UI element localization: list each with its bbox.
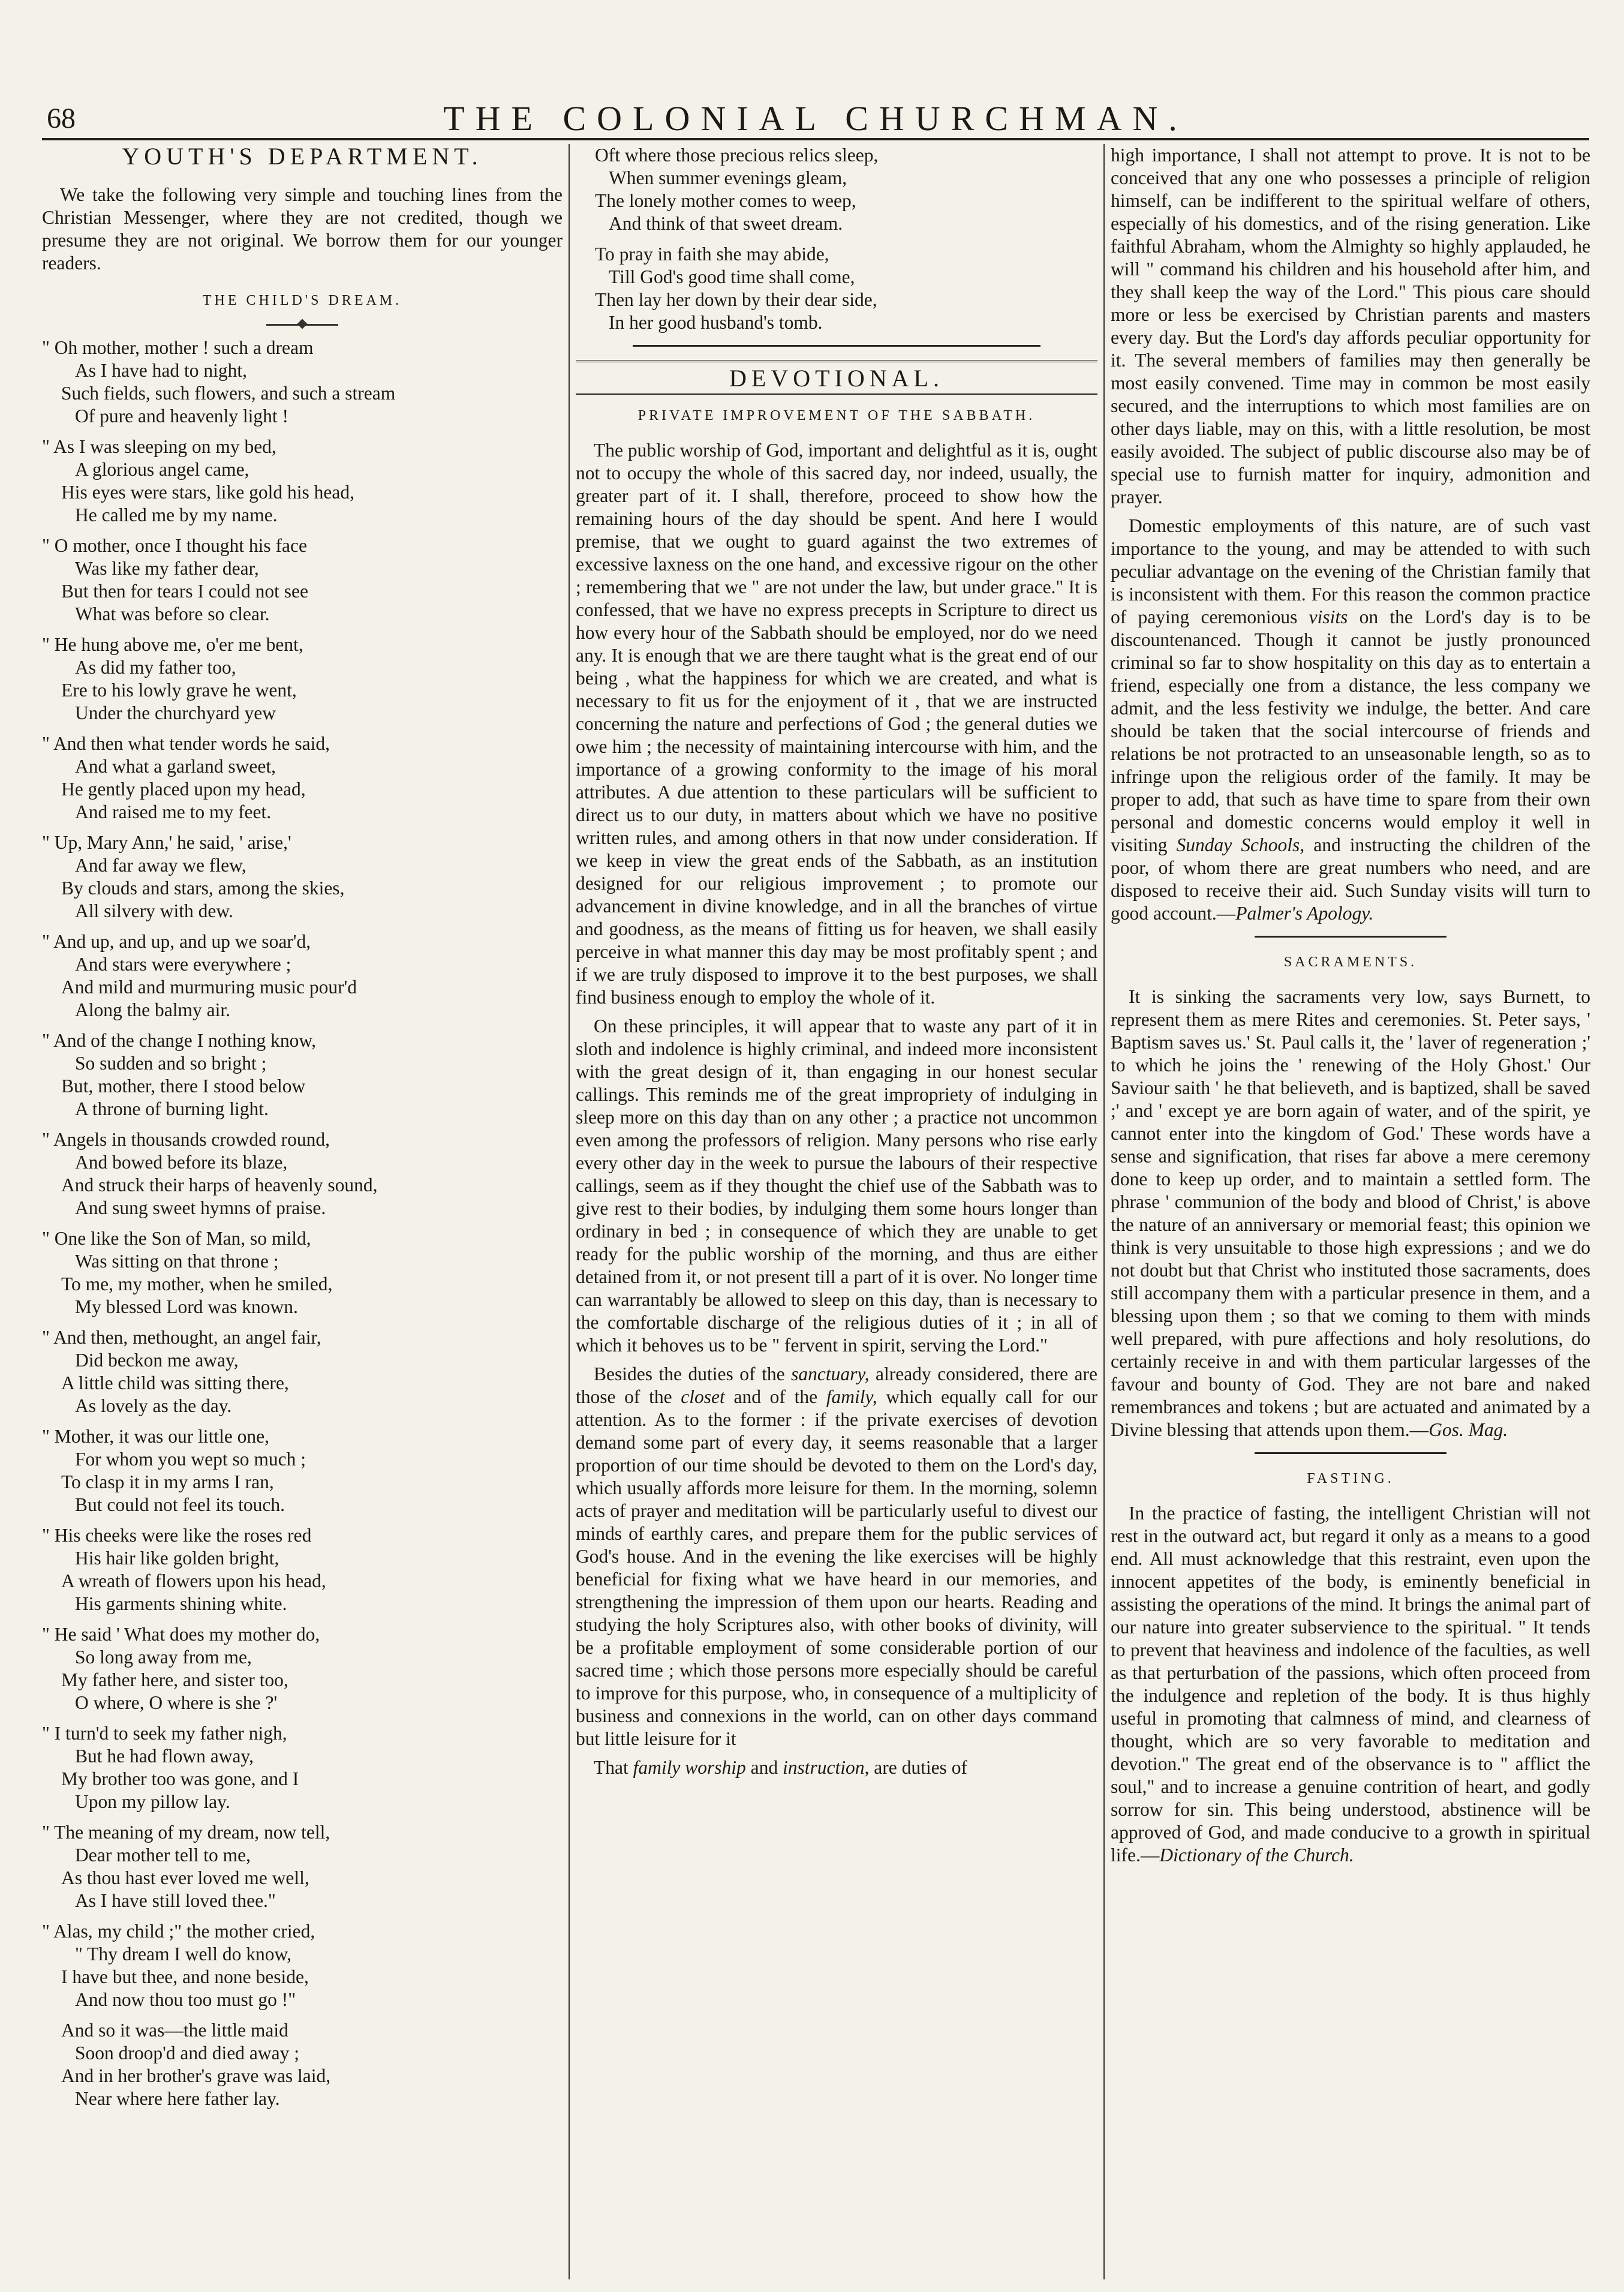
devotional-paragraph-3 (576, 1363, 1097, 1750)
poem-line: The lonely mother comes to weep, (595, 190, 856, 211)
poem-line: As thou hast ever loved me well, (61, 1867, 309, 1888)
emphasis: closet (681, 1386, 725, 1407)
poem-line: " Alas, my child ;" the mother cried, (42, 1921, 315, 1942)
poem-line: When summer evenings gleam, (609, 167, 847, 188)
text-run: In the practice of fasting, the intelligent Christian will not rest in the outward act, but regard it only as a means to a good end. All must acknowledge that this restraint, even upon the innocent appetites of the body, is eminently beneficial in assisting the operations of the mind. It brings the animal part of our nature into greater subservience to the spiritual. " It tends to prevent that heaviness and indolence of the faculties, as well as that perturbation of the passions, which often proceed from the indulgence and repletion of the body. It is thus highly useful in promoting that calmness of mind, and clearness of thought, which are so very favorable to meditation and devotion." The great end of the observance is to " afflict the soul," and to increase a genuine contrition of heart, and godly sorrow for sin. This being understood, abstinence will be approved of God, and made conducive to a growth in spiritual life.— (1111, 1503, 1590, 1866)
text-run: already considered, there are those of the (576, 1363, 1097, 1407)
poem-line: O where, O where is she ?' (75, 1692, 278, 1713)
text-run: and instructing the children of the poor, of whom there are great numbers who need, and are disposed to receive their aid. Such Sunday visits will turn to good account.— (1111, 834, 1590, 924)
source-citation: Palmer's Apology. (1235, 903, 1374, 924)
poem-stanza (42, 1821, 563, 1912)
youth-heading: YOUTH'S DEPARTMENT. (122, 144, 483, 170)
poem-line: So sudden and so bright ; (75, 1053, 267, 1074)
poem-line: " And then, methought, an angel fair, (42, 1327, 321, 1348)
poem-stanza (42, 1425, 563, 1516)
poem-line: To me, my mother, when he smiled, (61, 1273, 333, 1294)
poem-line: A wreath of flowers upon his head, (61, 1570, 326, 1591)
column-youth (42, 144, 563, 2279)
poem-line: And so it was—the little maid (61, 2020, 288, 2041)
poem-line: Along the balmy air. (75, 999, 230, 1020)
poem-line: " Oh mother, mother ! such a dream (42, 337, 314, 358)
poem-line: As lovely as the day. (75, 1395, 232, 1416)
poem-line: As did my father too, (75, 657, 236, 678)
poem-line: To clasp it in my arms I ran, (61, 1471, 274, 1492)
poem-line: And bowed before its blaze, (75, 1152, 288, 1173)
poem-line: By clouds and stars, among the skies, (61, 878, 345, 899)
devotional-subheading: PRIVATE IMPROVEMENT OF THE SABBATH. (637, 408, 1036, 423)
poem-line: Then lay her down by their dear side, (595, 289, 877, 310)
poem-stanza (42, 633, 563, 725)
poem-line: And raised me to my feet. (75, 801, 272, 822)
poem-line: " Thy dream I well do know, (75, 1943, 292, 1964)
devotional-paragraph-1: The public worship of God, important and delightful as it is, ought not to occupy the whole of this sacred day, nor indeed, usually, the greater part of it. I shall, therefore, proceed to show how the remaining hours of the day should be spent. And here I would premise, that we ought to guard against the two extremes of excessive laxness on the one hand, and excessive rigour on the other ; remembering that we " are not under the law, but under grace." It is confessed, that we have no express precepts in Scripture to direct us how every hour of the Sabbath should be employed, nor do we need any. It is enough that we are there taught what is the great end of our being , what the happiness for which we are created, and what is necessary to fit us for the enjoyment of it , that we are instructed concerning the nature and perfections of God ; the general duties we owe him ; the necessity of maintaining intercourse with him, and the importance of a growing conformity to the image of his moral attributes. A due attention to these particulars will be sufficient to direct us to our duty, in matters about which we have no positive written rules, and among others in that now under consideration. If we keep in view the great ends of the Sabbath, as an institution designed for our religious improvement ; to promote our advancement in divine knowledge, and in all the branches of virtue and goodness, as the means of fitting us for heaven, we shall easily perceive in what manner this day may be most profitably spent ; and if we are truly disposed to improve it to the best purposes, we shall find business enough to employ the whole of it. (576, 440, 1097, 1008)
poem-line: " He said ' What does my mother do, (42, 1624, 320, 1645)
devotional-heading-box (576, 360, 1097, 395)
column-right (1111, 144, 1590, 2279)
poem-stanza (42, 534, 563, 626)
poem-stanza (42, 1623, 563, 1714)
poem-line: Such fields, such flowers, and such a stream (61, 383, 396, 404)
poem-stanza (42, 337, 563, 428)
sacraments-heading: SACRAMENTS. (1283, 954, 1418, 970)
source-citation: Gos. Mag. (1428, 1419, 1508, 1440)
emphasis: sanctuary, (791, 1363, 870, 1384)
text-run: and (745, 1757, 783, 1778)
poem-stanza (42, 1524, 563, 1615)
column-rule-right (1103, 144, 1105, 2279)
poem-line: " His cheeks were like the roses red (42, 1525, 312, 1546)
poem-line: A glorious angel came, (75, 459, 249, 480)
column-devotional (576, 144, 1097, 2279)
poem-line: So long away from me, (75, 1647, 252, 1668)
poem-line: But then for tears I could not see (61, 581, 309, 602)
poem-line: Ere to his lowly grave he went, (61, 680, 297, 701)
poem-line: My father here, and sister too, (61, 1669, 288, 1690)
devotional-heading: DEVOTIONAL. (729, 365, 944, 392)
poem-line: Did beckon me away, (75, 1350, 239, 1371)
poem-stanza (42, 1227, 563, 1318)
poem-stanza (42, 831, 563, 923)
poem-continuation (576, 144, 1097, 334)
poem-line: And what a garland sweet, (75, 756, 276, 777)
poem-line: A little child was sitting there, (61, 1372, 289, 1393)
poem-line: As I have still loved thee." (75, 1890, 276, 1911)
poem-line: " Angels in thousands crowded round, (42, 1129, 330, 1150)
poem-line: My blessed Lord was known. (75, 1296, 298, 1317)
poem-stanza (42, 1722, 563, 1813)
poem-line: Till God's good time shall come, (609, 266, 855, 287)
poem-line: Soon droop'd and died away ; (75, 2042, 299, 2063)
poem-line: Dear mother tell to me, (75, 1845, 251, 1866)
poem-stanza (42, 2019, 563, 2110)
poem-title: THE CHILD'S DREAM. (202, 293, 402, 308)
column-rule-left (569, 144, 570, 2279)
poem-line: As I have had to night, (75, 360, 247, 381)
poem-line: And sung sweet hymns of praise. (75, 1197, 326, 1218)
poem-line: " The meaning of my dream, now tell, (42, 1822, 330, 1843)
poem-stanza (42, 1128, 563, 1219)
poem-line: For whom you wept so much ; (75, 1449, 306, 1470)
emphasis: family worship (633, 1757, 746, 1778)
poem-line: " I turn'd to seek my father nigh, (42, 1723, 287, 1744)
text-run: and of the (724, 1386, 826, 1407)
poem-line: But he had flown away, (75, 1746, 254, 1767)
emphasis: Sunday Schools, (1176, 834, 1305, 855)
poem-line: But could not feel its touch. (75, 1494, 285, 1515)
poem-line: " O mother, once I thought his face (42, 535, 307, 556)
poem-line: And far away we flew, (75, 855, 246, 876)
poem-line: And think of that sweet dream. (609, 213, 843, 234)
poem-line: " Mother, it was our little one, (42, 1426, 270, 1447)
ornament-divider (266, 324, 338, 326)
text-run: Besides the duties of the (594, 1363, 792, 1384)
poem-line: And stars were everywhere ; (75, 954, 291, 975)
poem-line: All silvery with dew. (75, 900, 233, 921)
poem-line: " And of the change I nothing know, (42, 1030, 316, 1051)
poem-line: He called me by my name. (75, 504, 278, 525)
poem-line: Under the churchyard yew (75, 702, 276, 723)
poem-line: What was before so clear. (75, 603, 270, 624)
fasting-heading: FASTING. (1307, 1471, 1394, 1486)
devotional-paragraph-4 (576, 1756, 1097, 1779)
sacraments-paragraph (1111, 986, 1590, 1441)
poem-stanza (42, 732, 563, 824)
text-run: That (594, 1757, 633, 1778)
poem-line: And struck their harps of heavenly sound, (61, 1174, 378, 1195)
poem-line: He gently placed upon my head, (61, 779, 306, 800)
emphasis: visits (1309, 606, 1348, 627)
youth-intro: We take the following very simple and touching lines from the Christian Messenger, where they are not credited, though we presume they are not original. We borrow them for our younger readers. (42, 184, 563, 274)
text-run: on the Lord's day is to be discountenanced. Though it cannot be justly pronounced criminal so far to show hospitality on this day as to entertain a friend, especially one from a distance, the less company we admit, and the less festivity we indulge, the better. And care should be taken that the social intercourse of friends and relations be not protracted to an unseasonable length, so as to infringe upon the religious order of the family. It may be proper to add, that such as have time to spare from their own personal and domestic concerns would employ it well in visiting (1111, 606, 1590, 855)
poem-stanza (576, 144, 1097, 235)
poem-line: " And then what tender words he said, (42, 733, 330, 754)
poem-line: Was sitting on that throne ; (75, 1251, 279, 1272)
section-separator (1255, 1452, 1446, 1454)
text-run: It is sinking the sacraments very low, says Burnett, to represent them as mere Rites and ceremonies. St. Peter says, ' Baptism saves us.' St. Paul calls it, the ' laver of regeneration ;' to which he joins the ' renewing of the Holy Ghost.' Our Saviour saith ' he that believeth, and is baptized, shall be saved ;' and ' except ye are born again of water, and of the spirit, ye cannot enter into the kingdom of God.' These words have a sense and signification, that rises far above a mere ceremony done to keep up order, and to maintain a settled form. The phrase ' communion of the body and blood of Christ,' is above the nature of an anniversary or memorial feast; this opinion we think is very unsuitable to those high expressions ; and we do not doubt but that Christ who instituted those sacraments, does still accompany them with a particular presence in them, and a blessing upon them ; so that we coming to them with minds well prepared, with pure affections and holy resolutions, do certainly receive in and with them particular largesses of the favour and bounty of God. They are not bare and naked remembrances and tokens ; but are actuated and animated by a Divine blessing that attends upon them.— (1111, 986, 1590, 1440)
domestic-paragraph (1111, 515, 1590, 925)
text-run: which equally call for our attention. As to the former : if the private exercises of devotion demand some part of every day, it seems reasonable that a larger proportion of our time should be devoted to them on the Lord's day, which usually affords more leisure for them. In the morning, solemn acts of prayer and meditation will be particularly useful to divest our minds of earthly cares, and prepare them for the public services of God's house. And in the evening the like exercises will be highly beneficial for fixing what we have heard in our memories, and strengthening the impression of them upon our hearts. Reading and studying the holy Scriptures also, with other books of divinity, will be a profitable employment of some considerable portion of our sacred time ; which those persons more especially should be careful to improve for this purpose, who, in consequence of a multiplicity of business and connexions in the world, can on other days command but little leisure for it (576, 1386, 1097, 1749)
poem-line: My brother too was gone, and I (61, 1768, 299, 1789)
poem-line: And now thou too must go !" (75, 1989, 296, 2010)
emphasis: family, (826, 1386, 877, 1407)
source-citation: Dictionary of the Church. (1159, 1845, 1354, 1866)
poem-line: Upon my pillow lay. (75, 1791, 230, 1812)
poem-line: Oft where those precious relics sleep, (595, 145, 879, 166)
emphasis: instruction, (782, 1757, 870, 1778)
poem-line: His hair like golden bright, (75, 1548, 279, 1569)
page-number: 68 (47, 103, 76, 134)
poem-line: " One like the Son of Man, so mild, (42, 1228, 311, 1249)
poem-line: To pray in faith she may abide, (595, 244, 829, 265)
poem-line: I have but thee, and none beside, (61, 1966, 309, 1987)
poem-line: In her good husband's tomb. (609, 312, 823, 333)
journal-title: THE COLONIAL CHURCHMAN. (443, 99, 1188, 138)
devotional-paragraph-2: On these principles, it will appear that to waste any part of it in sloth and indolence is highly criminal, and indeed more inconsistent with the great design of it, than engaging in our honest secular callings. This reminds me of the great impropriety of indulging in sleep more on this day than on any other ; a practice not uncommon even among the professors of religion. Many persons who rise early every other day in the week to pursue the labours of their respective callings, seem as if they thought the chief use of the Sabbath was to give rest to their bodies, by indulging them some hours longer than ordinary in bed ; in consequence of which they are unable to get ready for the public worship of the morning, and thus are either detained from it, or not present till a part of it is over. No longer time can warrantably be allowed to sleep on this day, than is necessary to the comfortable discharge of the religious duties of it ; in all of which it behoves us to be " fervent in spirit, serving the Lord." (576, 1016, 1097, 1356)
poem-line: His garments shining white. (75, 1593, 287, 1614)
poem-line: " Up, Mary Ann,' he said, ' arise,' (42, 832, 291, 853)
poem-stanza (42, 1920, 563, 2011)
poem-line: " And up, and up, and up we soar'd, (42, 931, 311, 952)
poem-line: Near where here father lay. (75, 2088, 280, 2109)
continued-paragraph: high importance, I shall not attempt to prove. It is not to be conceived that any one who possesses a principle of religion himself, can be indifferent to the spiritual welfare of others, especially of his domestics, and of the rising generation. Like faithful Abraham, whom the Almighty so highly applauded, he will " command his children and his household after him, and they shall keep the way of the Lord." This pious care should more or less be exercised by Christian parents and masters every day. But the Lord's day affords peculiar opportunity for it. The several members of families may then generally be most easily convened. Time may in common be most easily secured, and the interruptions to which most families are on other days liable, may on this, with a little resolution, be most easily avoided. The subject of public discourse also may be of special use to furnish matter for inquiry, admonition and prayer. (1111, 145, 1590, 507)
poem-line: Was like my father dear, (75, 558, 259, 579)
fasting-paragraph (1111, 1502, 1590, 1867)
text-run: are duties of (869, 1757, 967, 1778)
poem-line: But, mother, there I stood below (61, 1076, 306, 1097)
masthead (42, 90, 1589, 140)
section-separator (633, 345, 1040, 347)
poem-stanza (42, 930, 563, 1022)
poem-stanza (42, 435, 563, 527)
poem-line: " As I was sleeping on my bed, (42, 436, 276, 457)
poem-line: Of pure and heavenly light ! (75, 405, 289, 426)
poem-stanza (576, 243, 1097, 334)
poem-stanza (42, 1326, 563, 1417)
poem-line: A throne of burning light. (75, 1098, 269, 1119)
poem-stanza (42, 1029, 563, 1121)
text-run: Domestic employments of this nature, are of such vast importance to the young, and may be attended to with such peculiar advantage on the evening of the Christian family that is inconsistent with them. For this reason the common practice of paying ceremonious (1111, 515, 1590, 627)
poem-line: " He hung above me, o'er me bent, (42, 634, 303, 655)
poem-line: And in her brother's grave was laid, (61, 2065, 331, 2086)
poem-line: And mild and murmuring music pour'd (61, 977, 357, 998)
poem-line: His eyes were stars, like gold his head, (61, 482, 355, 503)
poem-body (42, 337, 563, 2110)
section-separator (1255, 936, 1446, 938)
